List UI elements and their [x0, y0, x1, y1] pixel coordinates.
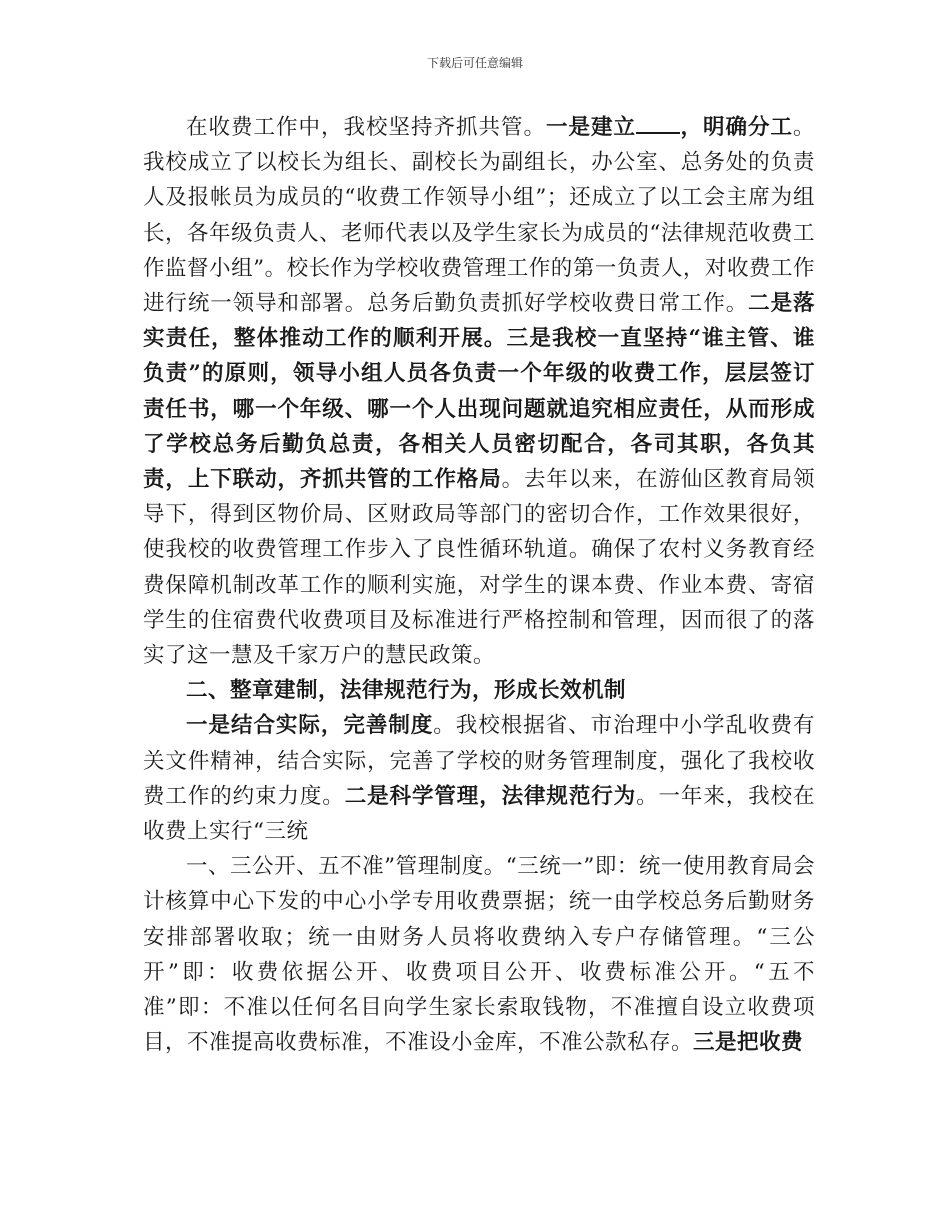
paragraph [143, 110, 815, 673]
page-header: 下载后可任意编辑 [426, 56, 523, 70]
text-run: 在收费工作中，我校坚持齐抓共管。 [186, 115, 546, 140]
paragraph [143, 708, 815, 849]
bold-text-run: 三是把收费 [693, 1030, 804, 1056]
text-run: 一、三公开、五不准”管理制度。“三统一”即：统一使用教育局会计核算中心下发的中心小学专用收费票据；统一由学校总务后勤财务安排部署收取；统一由财务人员将收费纳入专户存储管理。“三公开”即：收费依据公开、收费项目公开、收费标准公开。“五不准”即：不准以任何名目向学生家长索取钱物，不准擅自设立收费项目，不准提高收费标准，不准设小金库，不准公款私存。 [143, 854, 815, 1056]
bold-text-run: 二是落实责任，整体推动工作的顺利开展。三是我校一直坚持“谁主管、谁负责”的原则，领导小组人员各负责一个年级的收费工作，层层签订责任书，哪一个年级、哪一个人出现问题就追究相应责任，从而形成了学校总务后勤负总责，各相关人员密切配合，各司其职，各负其责，上下联动，齐抓共管的工作格局 [143, 291, 815, 493]
text-run: 。我校根据省、市治理中小学乱收费有关文件精神，结合实际，完善了学校的财务管理制度，强化了我校收费工作的约束力度。 [143, 713, 815, 809]
text-run: 。我校成立了以校长为组长、副校长为副组长，办公室、总务处的负责人及报帐员为成员的“收费工作领导小组”；还成立了以工会主席为组长，各年级负责人、老师代表以及学生家长为成员的“法律规范收费工作监督小组”。校长作为学校收费管理工作的第一负责人，对收费工作进行统一领导和部署。总务后勤负责抓好学校收费日常工作。 [143, 115, 815, 317]
bold-text-run: 二、整章建制，法律规范行为，形成长效机制 [186, 678, 627, 704]
section-heading [143, 673, 815, 708]
bold-text-run: ，明确分工 [679, 115, 793, 140]
text-run: 。去年以来，在游仙区教育局领导下，得到区物价局、区财政局等部门的密切合作，工作效果很好，使我校的收费管理工作步入了良性循环轨道。确保了农村义务教育经费保障机制改革工作的顺利实施，对学生的课本费、作业本费、寄宿学生的住宿费代收费项目及标准进行严格控制和管理，因而很了的落实了这一慧及千家万户的慧民政策。 [143, 467, 815, 669]
fill-in-blank [636, 112, 680, 134]
bold-text-run: 一是结合实际，完善制度 [186, 713, 434, 739]
bold-text-run: 一是建立 [545, 115, 636, 140]
bold-text-run: 二是科学管理，法律规范行为 [344, 783, 637, 809]
document-body [143, 110, 815, 1060]
paragraph [143, 849, 815, 1060]
text-run: 。一年来，我校在收费上实行“三统 [143, 783, 815, 845]
